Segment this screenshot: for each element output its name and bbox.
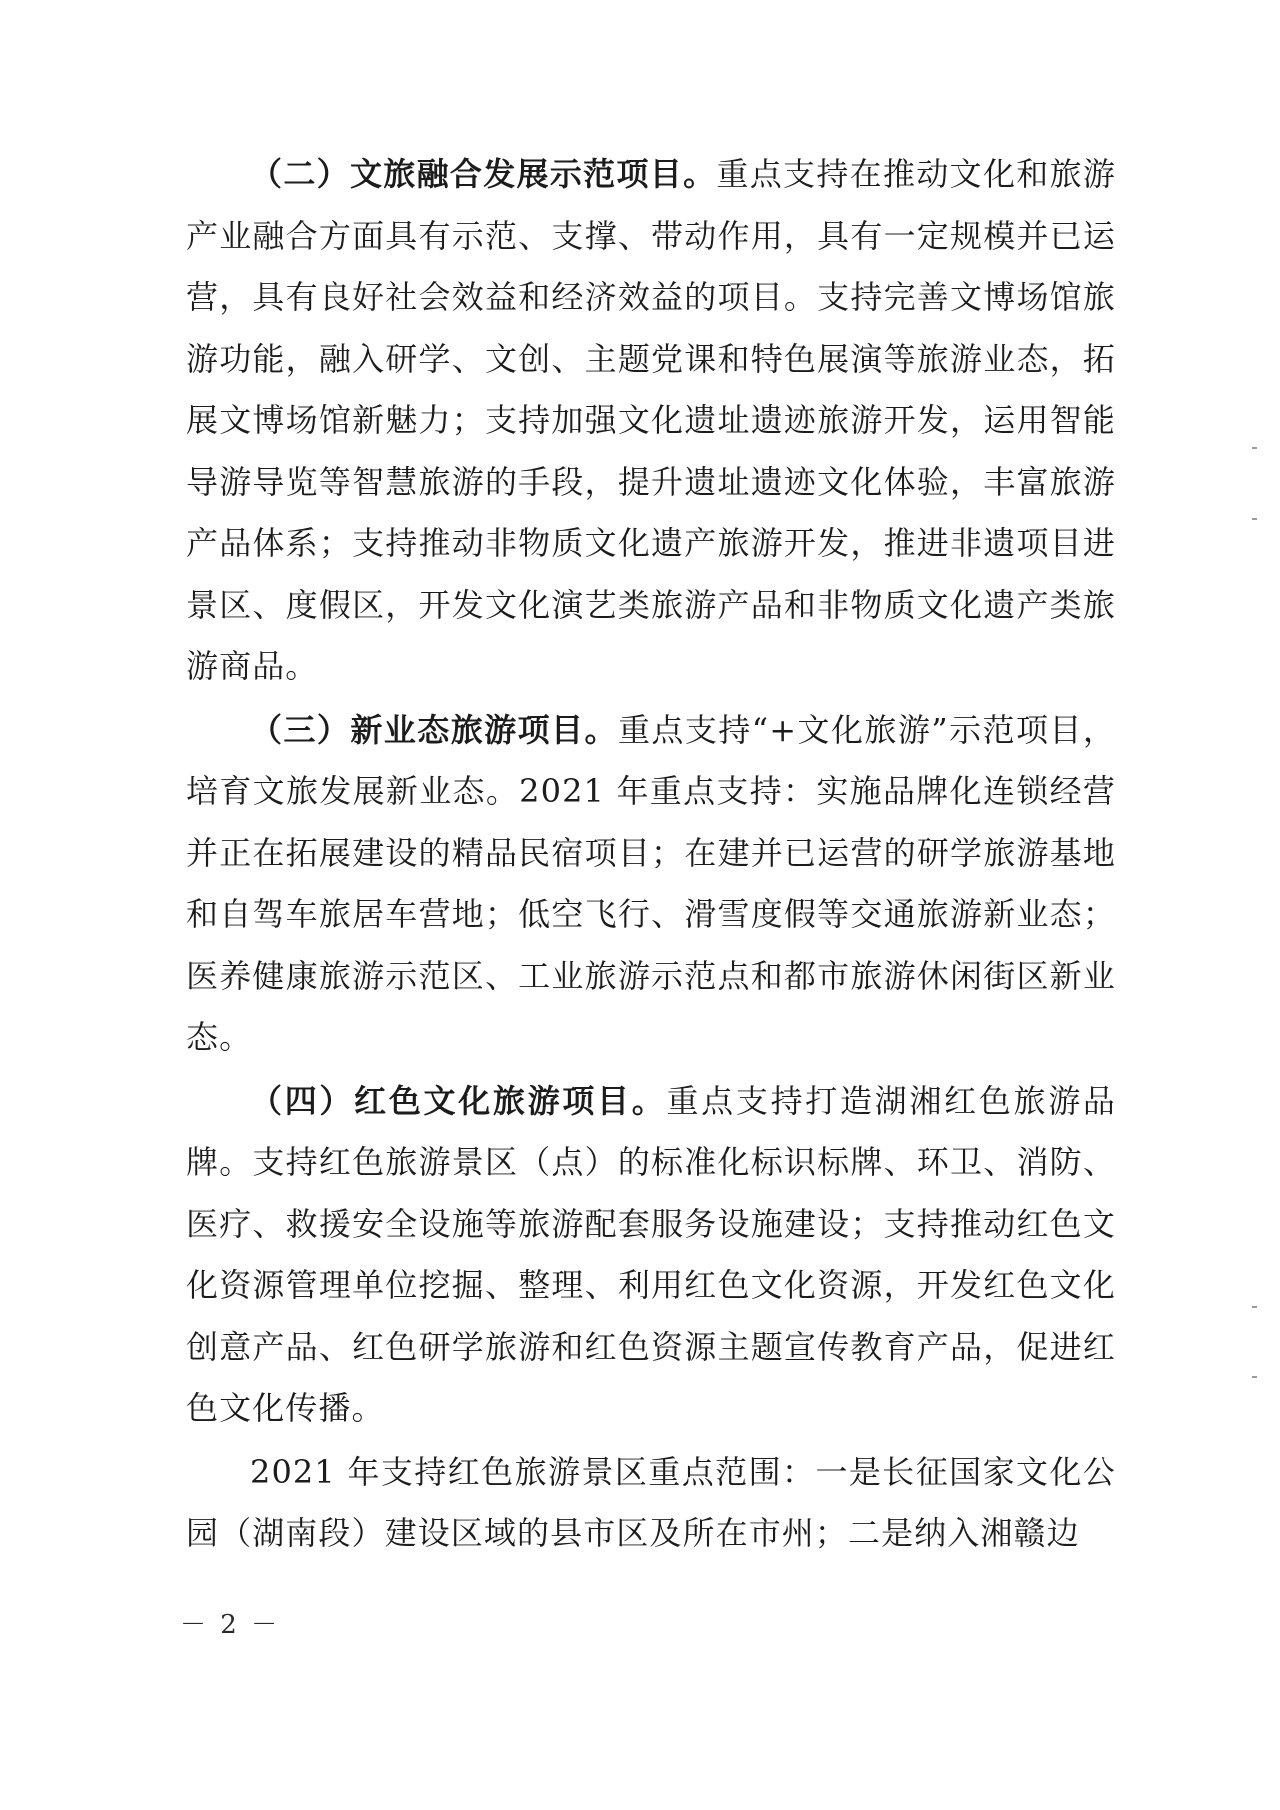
paragraph-cultural-tourism-integration [186, 144, 1116, 698]
paragraph-text: 重点支持打造湖湘红色旅游品牌。支持红色旅游景区（点）的标准化标识标牌、环卫、消防、医疗、救援安全设施等旅游配套服务设施建设；支持推动红色文化资源管理单位挖掘、整理、利用红色文化资源，开发红色文化创意产品、红色研学旅游和红色资源主题宣传教育产品，促进红色文化传播。 [186, 1081, 1116, 1427]
paragraph-heading: （三）新业态旅游项目。 [250, 710, 618, 749]
scan-speck [1252, 1306, 1257, 1308]
paragraph-text: 重点支持在推动文化和旅游产业融合方面具有示范、支撑、带动作用，具有一定规模并已运营，具有良好社会效益和经济效益的项目。支持完善文博场馆旅游功能，融入研学、文创、主题党课和特色展演等旅游业态，拓展文博场馆新魅力；支持加强文化遗址遗迹旅游开发，运用智能导游导览等智慧旅游的手段，提升遗址遗迹文化体验，丰富旅游产品体系；支持推动非物质文化遗产旅游开发，推进非遗项目进景区、度假区，开发文化演艺类旅游产品和非物质文化遗产类旅游商品。 [186, 155, 1116, 685]
paragraph-red-culture-tourism [186, 1071, 1116, 1440]
paragraph-new-business-tourism [186, 700, 1116, 1069]
paragraph-text: 重点支持“+文化旅游”示范项目，培育文旅发展新业态。2021 年重点支持：实施品牌化连锁经营并正在拓展建设的精品民宿项目；在建并已运营的研学旅游基地和自驾车旅居车营地；低空飞行、滑雪度假等交通旅游新业态；医养健康旅游示范区、工业旅游示范点和都市旅游休闲街区新业态。 [186, 710, 1116, 1056]
scan-speck [1252, 1376, 1257, 1378]
paragraph-heading: （四）红色文化旅游项目。 [250, 1081, 667, 1120]
paragraph-text: 2021 年支持红色旅游景区重点范围：一是长征国家文化公园（湖南段）建设区域的县市区及所在市州；二是纳入湘赣边 [186, 1452, 1116, 1552]
scan-speck [1252, 447, 1257, 449]
document-body [186, 144, 1116, 1565]
paragraph-heading: （二）文旅融合发展示范项目。 [250, 155, 717, 193]
scan-speck [1252, 518, 1257, 520]
page-number: － 2 － [180, 1610, 281, 1640]
paragraph-red-tourism-scope [186, 1442, 1116, 1565]
